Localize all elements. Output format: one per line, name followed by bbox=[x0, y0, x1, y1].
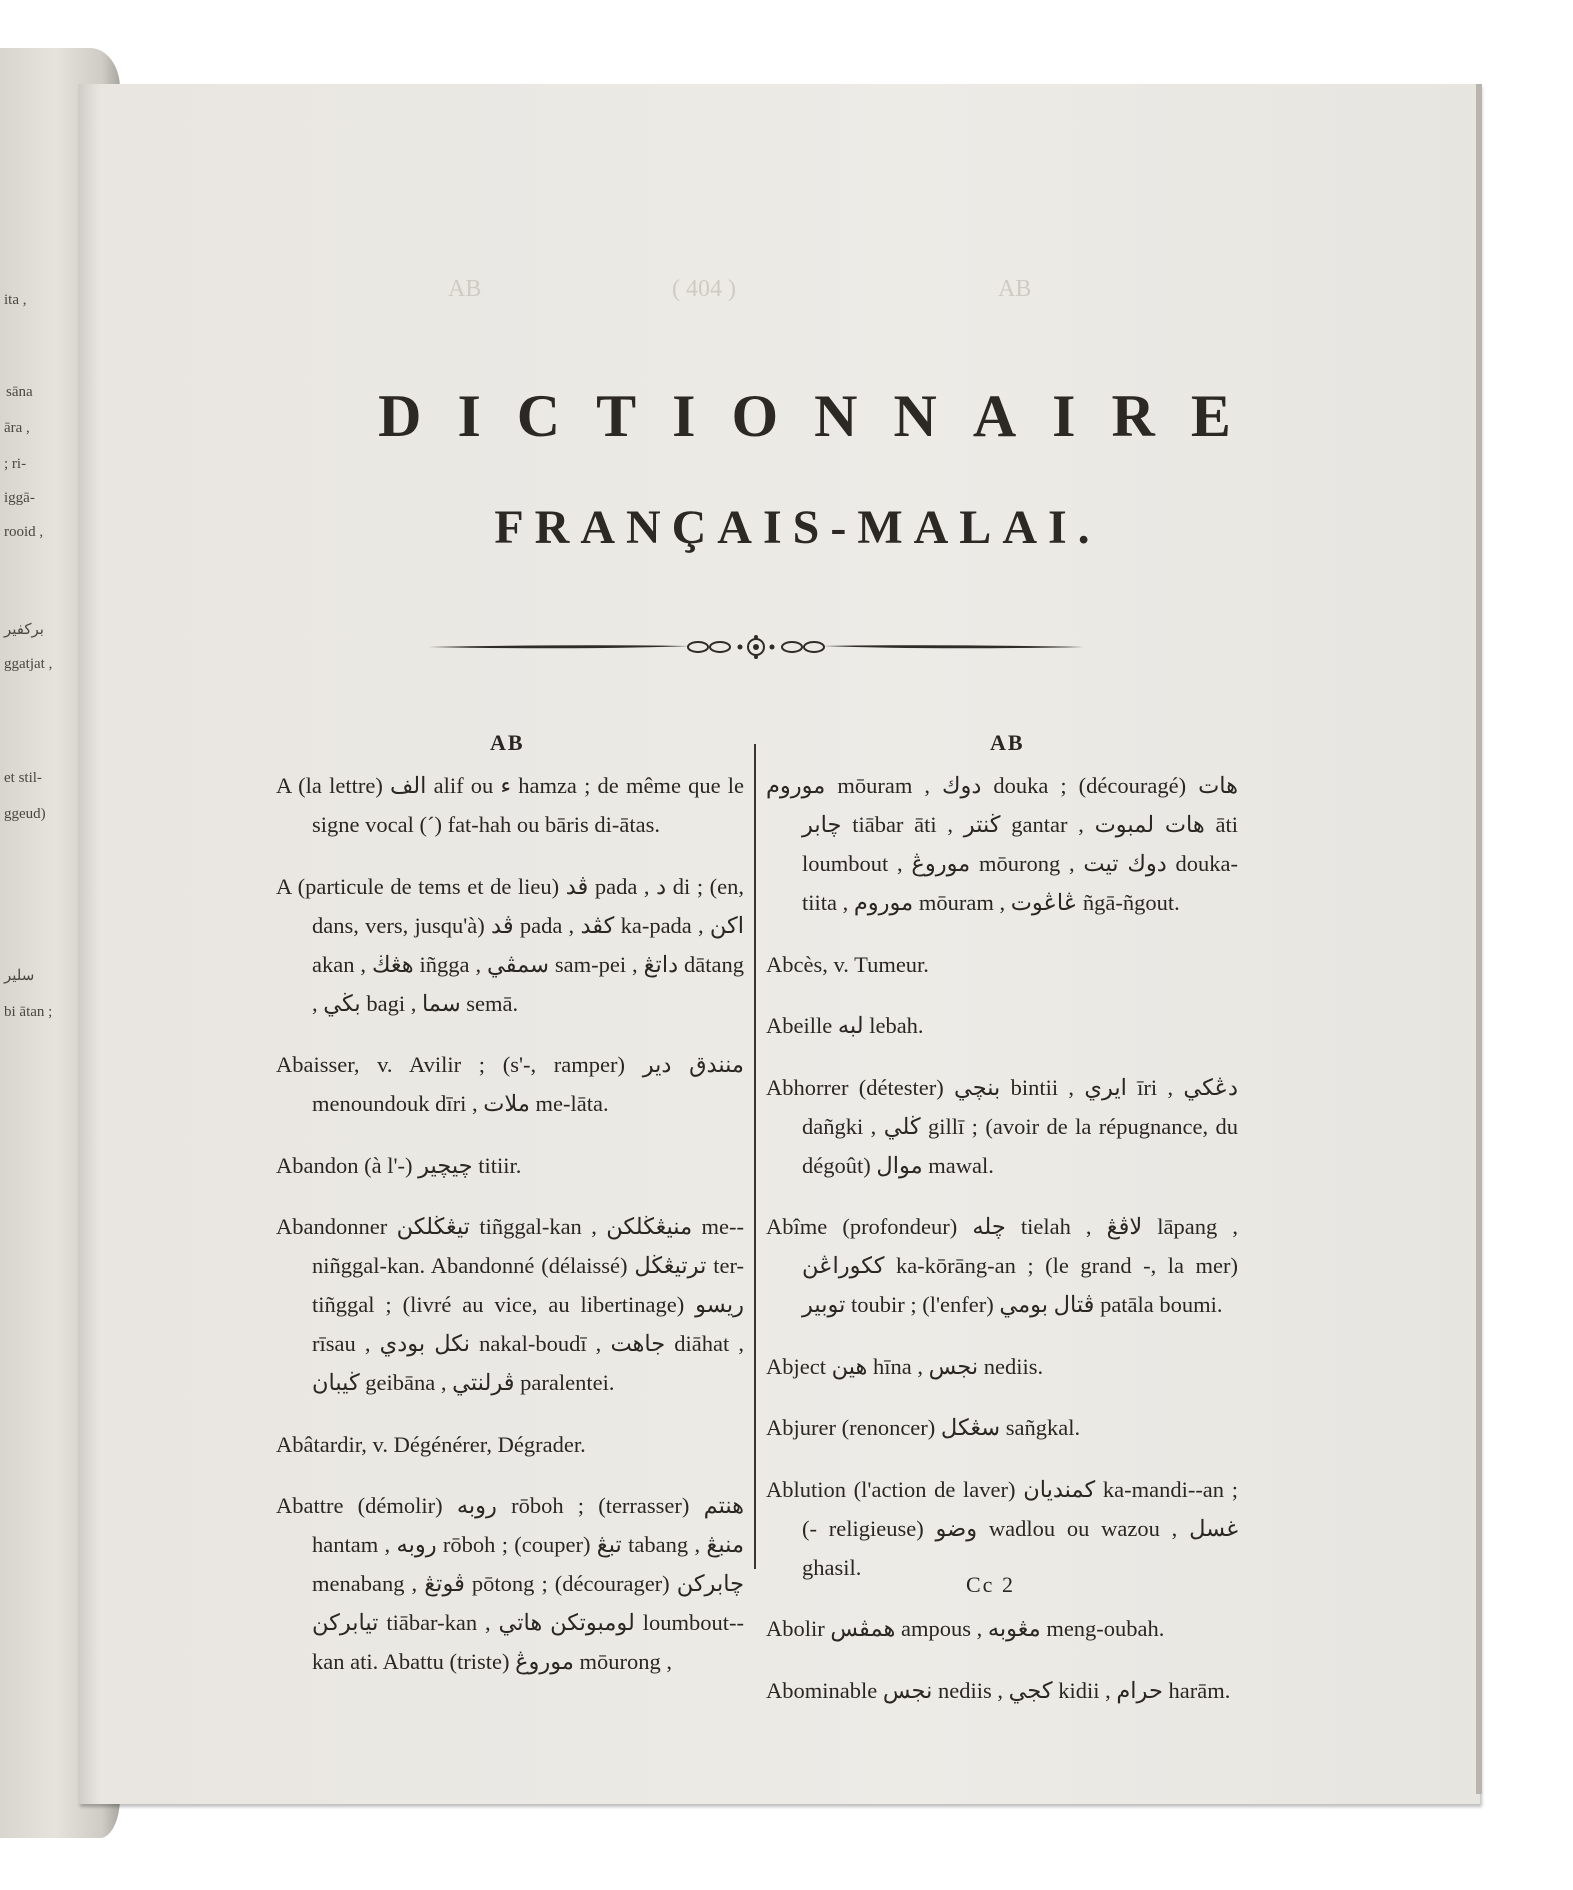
dictionary-entry: Ablution (l'action de laver) كمنديان ka-mandi--an ; (- religieuse) وضو wadlou ou wazou , غسل ghasil. bbox=[766, 1476, 1238, 1580]
dictionary-entry: Abandonner تيڠڬلكن tiñggal-kan , منيڠڬلكن me--niñggal-kan. Abandonné (délaissé) ترتيڠڬل ter-tiñggal ; (livré au vice, au libertinage) ريسو rīsau , نكل بودي nakal-boudī , جاهت diāhat , ڬيبان geibāna , ڤرلنتي paralentei. bbox=[276, 1214, 745, 1395]
facing-page-fragment: rooid , bbox=[4, 524, 44, 540]
dictionary-entry: Abolir همڤس ampous , مڠوبه meng-oubah. bbox=[766, 1616, 1165, 1641]
facing-page-fragment: bi ātan ; bbox=[4, 1004, 53, 1020]
bleed-page-number: ( 404 ) bbox=[672, 276, 736, 302]
facing-page-fragment: iggā- bbox=[4, 490, 35, 506]
dictionary-entry: موروم mōuram , دوك douka ; (découragé) هات چابر tiābar āti , ڬنتر gantar , هات لمبوت āti loumbout , موروڠ mōurong , دوك تيت douka-tiita , موروم mōuram , ڠاڠوت ñgā-ñgout. bbox=[766, 773, 1238, 915]
signature-mark: Cc 2 bbox=[966, 1572, 1015, 1597]
facing-page-fragment: ggeud) bbox=[4, 806, 46, 822]
facing-page-fragment: āra , bbox=[4, 420, 30, 436]
dictionary-entry: Abeille لبه lebah. bbox=[766, 1013, 924, 1038]
dictionary-entry: A (la lettre) الف alif ou ء hamza ; de même que le signe vocal (´) fat-hah ou bāris di-ātas. bbox=[276, 773, 745, 837]
left-column-header: AB bbox=[490, 730, 525, 755]
dictionary-entry: Abîme (profondeur) چله tielah , لاڤڠ lāpang , ككوراڠن ka-kōrāng-an ; (le grand -, la mer) توبير toubir ; (l'enfer) ڤتال بومي patāla boumi. bbox=[766, 1214, 1238, 1317]
left-column bbox=[276, 766, 744, 1693]
dictionary-subtitle: FRANÇAIS-MALAI. bbox=[494, 501, 1101, 554]
dictionary-entry: Abhorrer (détester) بنچي bintii , ايري īri , دڠكي dañgki , ڬلي gillī ; (avoir de la répugnance, du dégoût) موال mawal. bbox=[766, 1074, 1238, 1178]
dictionary-entry: Abject هين hīna , نجس nediis. bbox=[766, 1353, 1044, 1379]
dictionary-entry: Abcès, v. Tumeur. bbox=[766, 951, 929, 977]
dictionary-entry: Abominable نجس nediis , كجي kidii , حرام harām. bbox=[766, 1677, 1231, 1703]
dictionary-entry: Abjurer (renoncer) سڠكل sañgkal. bbox=[766, 1415, 1081, 1440]
page-edge bbox=[1476, 84, 1482, 1794]
dictionary-entry: Abâtardir, v. Dégénérer, Dégrader. bbox=[276, 1431, 586, 1457]
facing-page-fragment: ita , bbox=[4, 292, 27, 308]
dictionary-title: DICTIONNAIRE bbox=[378, 383, 1267, 449]
bleed-header-left: AB bbox=[448, 276, 482, 302]
facing-page-fragment: بركفير bbox=[4, 622, 44, 638]
dictionary-entry: Abandon (à l'-) چيچير titiir. bbox=[276, 1152, 522, 1178]
bleed-header-right: AB bbox=[998, 276, 1032, 302]
ornament-rule bbox=[428, 634, 1084, 660]
facing-page-fragment: sāna bbox=[6, 384, 33, 400]
facing-page-fragment: et stil- bbox=[4, 770, 42, 786]
facing-page-fragment: سلير bbox=[4, 968, 35, 984]
dictionary-entry: Abaisser, v. Avilir ; (s'-, ramper) منندق دير menoundouk dīri , ملات me-lāta. bbox=[276, 1052, 744, 1116]
facing-page-fragment: ggatjat , bbox=[4, 656, 53, 672]
dictionary-entry: Abattre (démolir) روبه rōboh ; (terrasser) هنتم hantam , روبه rōboh ; (couper) تبڠ tabang , منبڠ menabang , ڤوتڠ pōtong ; (décourager) چابركن تيابركن tiābar-kan , لومبوتكن هاتي loumbout--kan ati. Abattu (triste) موروڠ mōurong , bbox=[276, 1493, 745, 1674]
column-divider bbox=[754, 744, 756, 1569]
facing-page-fragment: ; ri- bbox=[4, 456, 27, 472]
dictionary-entry: A (particule de tems et de lieu) ڤد pada , د di ; (en, dans, vers, jusqu'à) ڤد pada , كڤد ka-pada , اكن akan , هڠڬ iñgga , سمڤي sam-pei , داتڠ dātang , بڬي bagi , سما semā. bbox=[276, 873, 744, 1016]
right-column-header: AB bbox=[990, 730, 1025, 755]
